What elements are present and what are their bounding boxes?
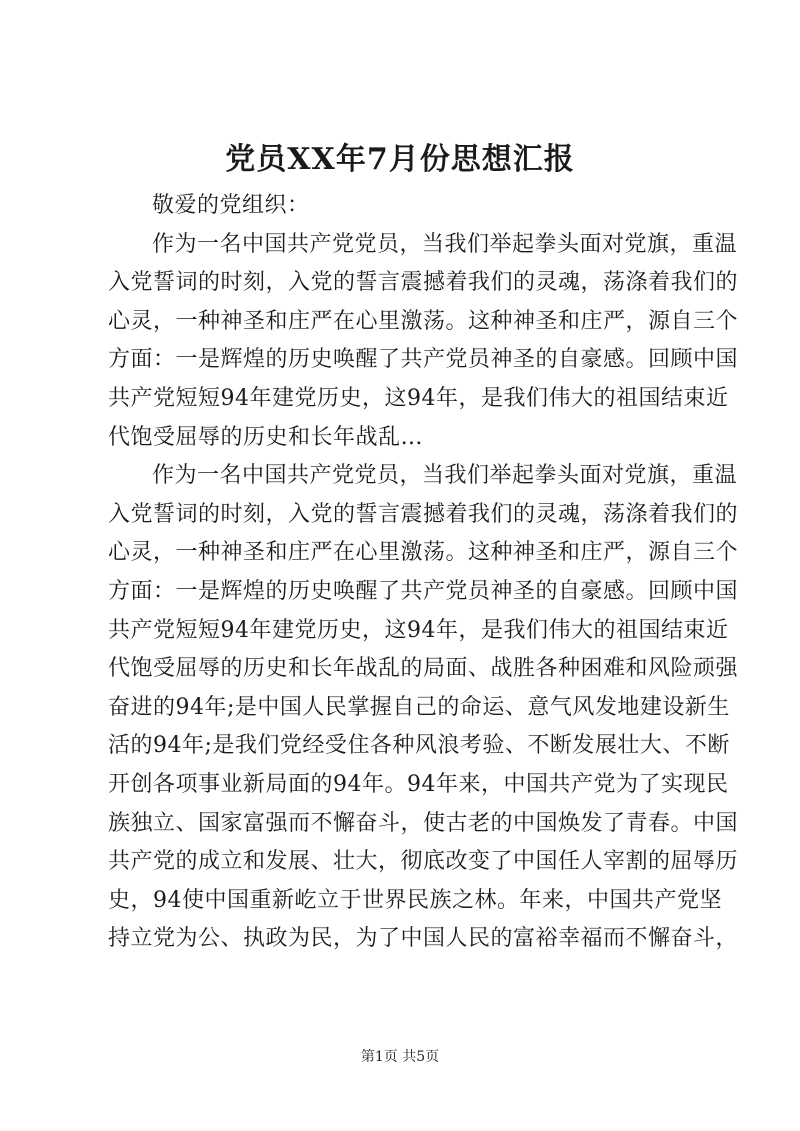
body-line: 心灵，一种神圣和庄严在心里激荡。这种神圣和庄严，源自三个	[108, 308, 739, 334]
body-line: 族独立、国家富强而不懈奋斗，使古老的中国焕发了青春。中国	[108, 810, 739, 836]
body-line: 心灵，一种神圣和庄严在心里激荡。这种神圣和庄严，源自三个	[108, 540, 739, 566]
body-line: 开创各项事业新局面的94年。94年来，中国共产党为了实现民	[108, 771, 729, 797]
body-line: 共产党的成立和发展、壮大，彻底改变了中国任人宰割的屈辱历	[108, 849, 739, 875]
document-body	[108, 187, 739, 959]
body-line: 方面：一是辉煌的历史唤醒了共产党员神圣的自豪感。回顾中国	[108, 578, 739, 604]
body-line: 作为一名中国共产党党员，当我们举起拳头面对党旗，重温	[152, 463, 738, 489]
body-line: 入党誓词的时刻，入党的誓言震撼着我们的灵魂，荡涤着我们的	[108, 270, 739, 296]
body-line: 作为一名中国共产党党员，当我们举起拳头面对党旗，重温	[152, 231, 738, 257]
body-line: 代饱受屈辱的历史和长年战乱…	[108, 424, 424, 450]
body-line: 共产党短短94年建党历史，这94年，是我们伟大的祖国结束近	[108, 617, 729, 643]
body-line: 活的94年;是我们党经受住各种风浪考验、不断发展壮大、不断	[108, 733, 730, 759]
body-line: 入党誓词的时刻，入党的誓言震撼着我们的灵魂，荡涤着我们的	[108, 501, 739, 527]
document-title: 党员XX年7月份思想汇报	[225, 142, 575, 177]
page-footer: 第1页 共5页	[360, 1049, 440, 1065]
body-line: 敬爱的党组织：	[152, 193, 310, 218]
body-line: 奋进的94年;是中国人民掌握自己的命运、意气风发地建设新生	[108, 694, 730, 720]
body-line: 方面：一是辉煌的历史唤醒了共产党员神圣的自豪感。回顾中国	[108, 347, 739, 373]
body-line: 史，94使中国重新屹立于世界民族之林。年来，中国共产党坚	[108, 887, 722, 913]
body-line: 共产党短短94年建党历史，这94年，是我们伟大的祖国结束近	[108, 385, 729, 411]
body-line: 持立党为公、执政为民，为了中国人民的富裕幸福而不懈奋斗，	[108, 926, 739, 952]
body-line: 代饱受屈辱的历史和长年战乱的局面、战胜各种困难和风险顽强	[108, 656, 739, 682]
